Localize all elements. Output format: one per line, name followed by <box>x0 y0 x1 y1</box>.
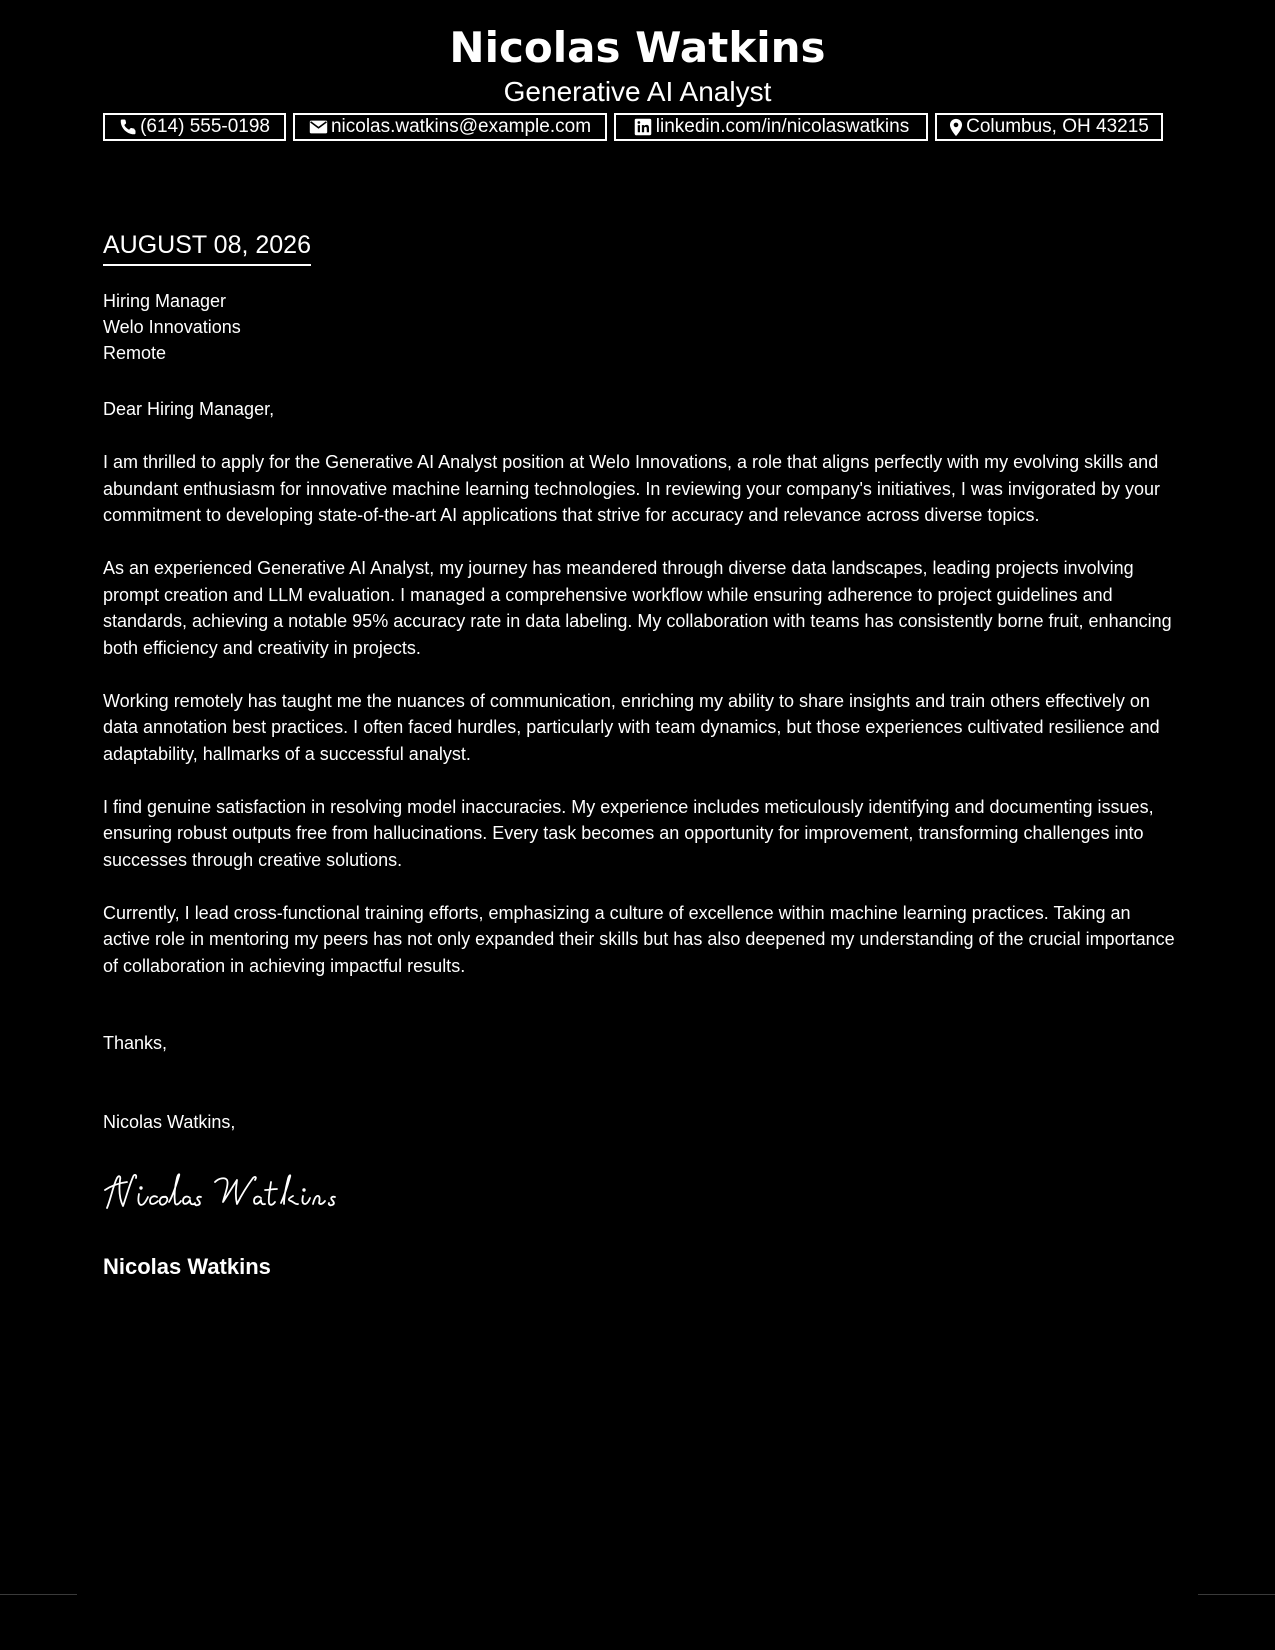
body-paragraph: I am thrilled to apply for the Generative AI Analyst position at Welo Innovations, a role that aligns perfectly with my evolving skills and abundant enthusiasm for innovative machine learning technologies. In reviewing your company's initiatives, I was invigorated by your commitment to developing state-of-the-art AI applications that strive for accuracy and relevance across diverse topics. <box>103 452 1161 525</box>
phone-icon <box>119 117 137 137</box>
letter-date: AUGUST 08, 2026 <box>103 228 311 266</box>
footer-divider-left <box>0 1594 77 1595</box>
linkedin-text: linkedin.com/in/nicolaswatkins <box>655 116 910 137</box>
salutation: Dear Hiring Manager, <box>103 399 275 419</box>
body-paragraph: Working remotely has taught me the nuances of communication, enriching my ability to share insights and train others effectively on data annotation best practices. I often faced hurdles, particularly with team dynamics, but those experiences cultivated resilience and adaptability, hallmarks of a successful analyst. <box>103 690 1160 764</box>
letter-body <box>103 396 1178 1006</box>
map-pin-icon <box>949 117 963 137</box>
linkedin-icon <box>633 117 653 137</box>
letter-header <box>0 20 1275 108</box>
body-paragraph: Currently, I lead cross-functional training efforts, emphasizing a culture of excellence within machine learning practices. Taking an active role in mentoring my peers has not only expanded their skills but has also deepened my understanding of the crucial importance of collaboration in achieving impactful results. <box>103 902 1175 976</box>
contact-location[interactable] <box>935 113 1163 141</box>
recipient-title: Hiring Manager <box>103 291 227 311</box>
applicant-role: Generative AI Analyst <box>503 76 772 107</box>
handwritten-signature <box>103 1168 363 1218</box>
body-paragraph: As an experienced Generative AI Analyst, my journey has meandered through diverse data landscapes, leading projects involving prompt creation and LLM evaluation. I managed a comprehensive workflow while ensuring adherence to project guidelines and standards, achieving a notable 95% accuracy rate in data labeling. My collaboration with teams has consistently borne fruit, enhancing both efficiency and creativity in projects. <box>103 558 1172 658</box>
recipient-block <box>103 288 241 366</box>
recipient-location: Remote <box>103 343 167 363</box>
phone-text: (614) 555-0198 <box>140 116 270 137</box>
contact-linkedin[interactable] <box>614 113 928 141</box>
applicant-name: Nicolas Watkins <box>449 23 826 72</box>
printed-name: Nicolas Watkins <box>103 1254 271 1279</box>
sign-off-name: Nicolas Watkins, <box>103 1112 236 1132</box>
closing: Thanks, <box>103 1033 168 1053</box>
recipient-company: Welo Innovations <box>103 317 241 337</box>
contact-email[interactable] <box>293 113 607 141</box>
footer-divider-right <box>1198 1594 1275 1595</box>
envelope-icon <box>309 117 328 137</box>
email-text: nicolas.watkins@example.com <box>330 116 592 137</box>
body-paragraph: I find genuine satisfaction in resolving model inaccuracies. My experience includes meticulously identifying and documenting issues, ensuring robust outputs free from hallucinations. Every task becomes an opportunity for improvement, transforming challenges into successes through creative solutions. <box>103 796 1154 870</box>
location-text: Columbus, OH 43215 <box>966 116 1149 137</box>
contact-bar <box>103 113 1169 141</box>
contact-phone[interactable] <box>103 113 286 141</box>
